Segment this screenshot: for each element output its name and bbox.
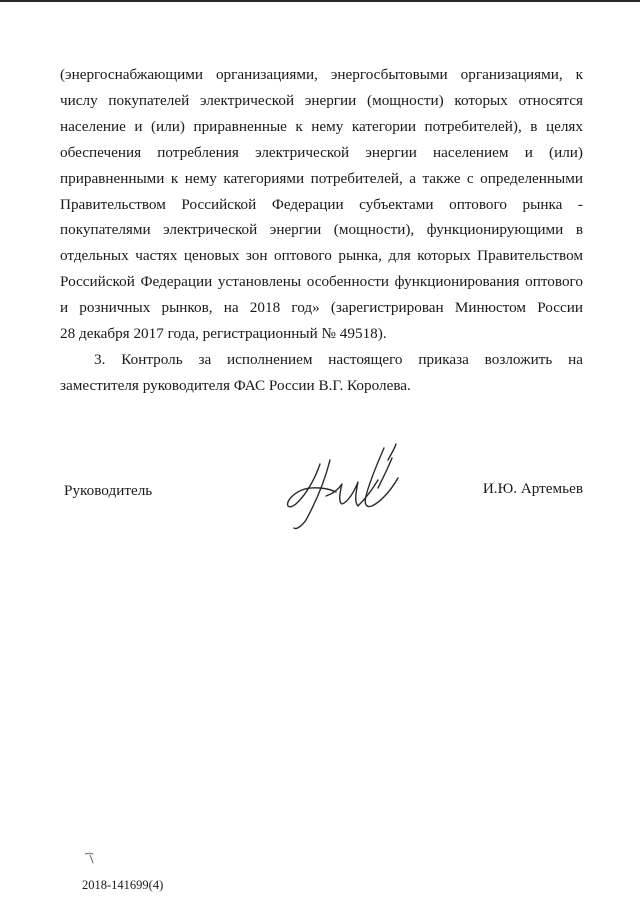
text-line: 28 декабря 2017 года, регистрационный № 49518). bbox=[60, 325, 387, 343]
signatory-title: Руководитель bbox=[64, 482, 153, 499]
text-line: население и (или) приравненные к нему категории потребителей), в целях bbox=[60, 117, 583, 135]
text-line: Правительством Российской Федерации субъектами оптового рынка - bbox=[60, 195, 583, 213]
document-number: 2018-141699(4) bbox=[82, 878, 164, 892]
handwritten-signature bbox=[268, 436, 418, 536]
text-line: (энергоснабжающими организациями, энергосбытовыми организациями, к bbox=[60, 66, 583, 83]
text-line: 3. Контроль за исполнением настоящего приказа возложить на bbox=[94, 350, 583, 368]
text-line: отдельных частях ценовых зон оптового рынка, для которых Правительством bbox=[60, 247, 583, 265]
text-line: заместителя руководителя ФАС России В.Г. Королева. bbox=[60, 376, 411, 394]
signatory-name: И.Ю. Артемьев bbox=[482, 480, 583, 497]
document-body bbox=[60, 62, 583, 399]
text-line: покупателями электрической энергии (мощности), функционирующими в bbox=[60, 221, 583, 239]
text-line: числу покупателей электрической энергии (мощности) которых относятся bbox=[60, 91, 583, 109]
text-line: Российской Федерации установлены особенности функционирования оптового bbox=[60, 273, 583, 291]
tick-mark-icon bbox=[84, 852, 98, 864]
page-top-edge bbox=[0, 0, 640, 2]
text-line: обеспечения потребления электрической энергии населением и (или) bbox=[60, 143, 583, 161]
text-line: и розничных рынков, на 2018 год» (зарегистрирован Минюстом России bbox=[60, 299, 583, 317]
text-line: приравненными к нему категориями потребителей, а также с определенными bbox=[60, 169, 583, 187]
